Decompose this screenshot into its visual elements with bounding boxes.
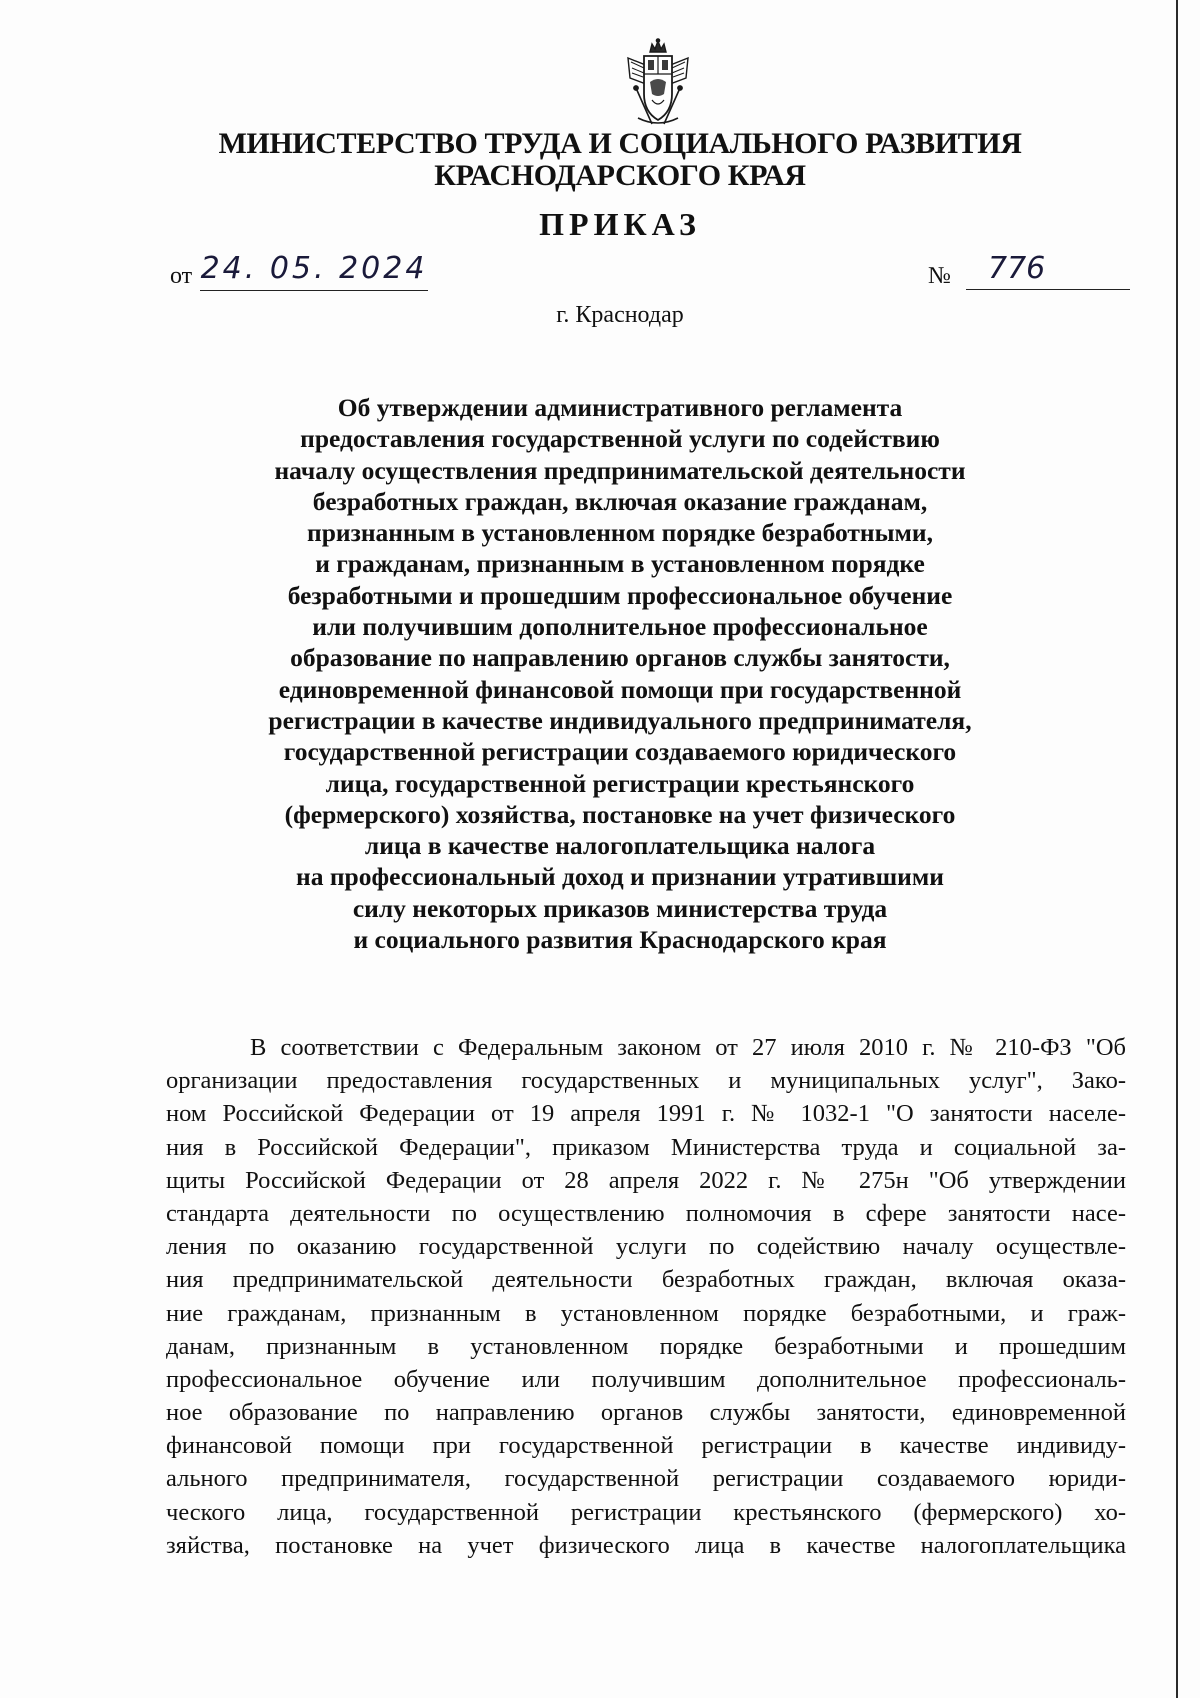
paragraph-line: ное образование по направлению органов службы занятости, единовременной — [166, 1399, 1126, 1427]
paragraph-line: ном Российской Федерации от 19 апреля 1991 г. № 1032-1 "О занятости населе- — [166, 1100, 1126, 1128]
paragraph-line: ального предпринимателя, государственной регистрации создаваемого юриди- — [166, 1465, 1126, 1493]
subject-line: безработными и прошедшим профессиональное обучение — [287, 580, 953, 610]
subject-line: Об утверждении административного регламента — [337, 393, 903, 422]
paragraph-line: В соответствии с Федеральным законом от 27 июля 2010 г. № 210-ФЗ "Об — [250, 1034, 1126, 1061]
subject-line: признанным в установленном порядке безработными, — [307, 518, 933, 548]
subject-line: лица, государственной регистрации крестьянского — [325, 768, 915, 798]
ministry-title-line: МИНИСТЕРСТВО ТРУДА И СОЦИАЛЬНОГО РАЗВИТИЯ — [218, 127, 1022, 160]
paragraph-line: ние гражданам, признанным в установленном порядке безработными, и граж- — [166, 1299, 1126, 1327]
paragraph-line: стандарта деятельности по осуществлению полномочия в сфере занятости насе- — [166, 1199, 1126, 1227]
paragraph-line: данам, признанным в установленном порядке безработными и прошедшим — [166, 1332, 1126, 1360]
subject-line: регистрации в качестве индивидуального предпринимателя, — [268, 705, 972, 735]
paragraph-line: профессиональное обучение или получившим дополнительное профессиональ- — [166, 1365, 1126, 1393]
subject-line: образование по направлению органов службы занятости, — [290, 643, 950, 673]
order-subject-title — [240, 392, 1000, 955]
subject-line: на профессиональный доход и признании утратившими — [296, 862, 944, 892]
handwritten-order-number: 776 — [966, 250, 1130, 290]
paragraph-line: ления по оказанию государственной услуги по содействию началу осуществле- — [166, 1233, 1126, 1261]
paragraph-line: зяйства, постановке на учет физического лица в качестве налогоплательщика — [166, 1531, 1126, 1559]
ministry-title — [180, 128, 1060, 192]
subject-line: и социального развития Краснодарского края — [353, 925, 887, 955]
scan-edge-line — [1176, 0, 1178, 1698]
subject-line: силу некоторых приказов министерства труда — [352, 893, 888, 923]
paragraph-line: ческого лица, государственной регистрации крестьянского (фермерского) хо- — [166, 1498, 1126, 1526]
subject-line: лица в качестве налогоплательщика налога — [364, 831, 876, 861]
krasnodar-coat-of-arms-icon — [622, 38, 694, 130]
ministry-title-line: КРАСНОДАРСКОГО КРАЯ — [434, 159, 806, 192]
number-prefix-label: № — [928, 263, 951, 289]
subject-line: или получившим дополнительное профессиональное — [312, 612, 928, 642]
handwritten-date: 24. 05. 2024 — [200, 250, 428, 291]
paragraph-line: организации предоставления государственных и муниципальных услуг", Зако- — [166, 1067, 1126, 1095]
subject-line: (фермерского) хозяйства, постановке на учет физического — [284, 799, 956, 829]
paragraph-line: финансовой помощи при государственной регистрации в качестве индивиду- — [166, 1432, 1126, 1460]
paragraph-line: ния предпринимательской деятельности безработных граждан, включая оказа- — [166, 1266, 1126, 1294]
subject-line: безработных граждан, включая оказание гражданам, — [312, 486, 928, 516]
paragraph-line: ния в Российской Федерации", приказом Министерства труда и социальной за- — [166, 1133, 1126, 1161]
subject-line: началу осуществления предпринимательской деятельности — [274, 455, 966, 485]
city-label: г. Краснодар — [556, 302, 684, 328]
subject-line: предоставления государственной услуги по содействию — [300, 424, 940, 454]
subject-line: и гражданам, признанным в установленном порядке — [315, 549, 925, 579]
paragraph-line: щиты Российской Федерации от 28 апреля 2022 г. № 275н "Об утверждении — [166, 1166, 1126, 1194]
date-prefix-label: от — [170, 263, 193, 289]
subject-line: государственной регистрации создаваемого юридического — [283, 737, 957, 767]
subject-line: единовременной финансовой помощи при государственной — [278, 674, 962, 704]
preamble-paragraph — [166, 1031, 1126, 1562]
document-type-heading: ПРИКАЗ — [539, 206, 701, 242]
